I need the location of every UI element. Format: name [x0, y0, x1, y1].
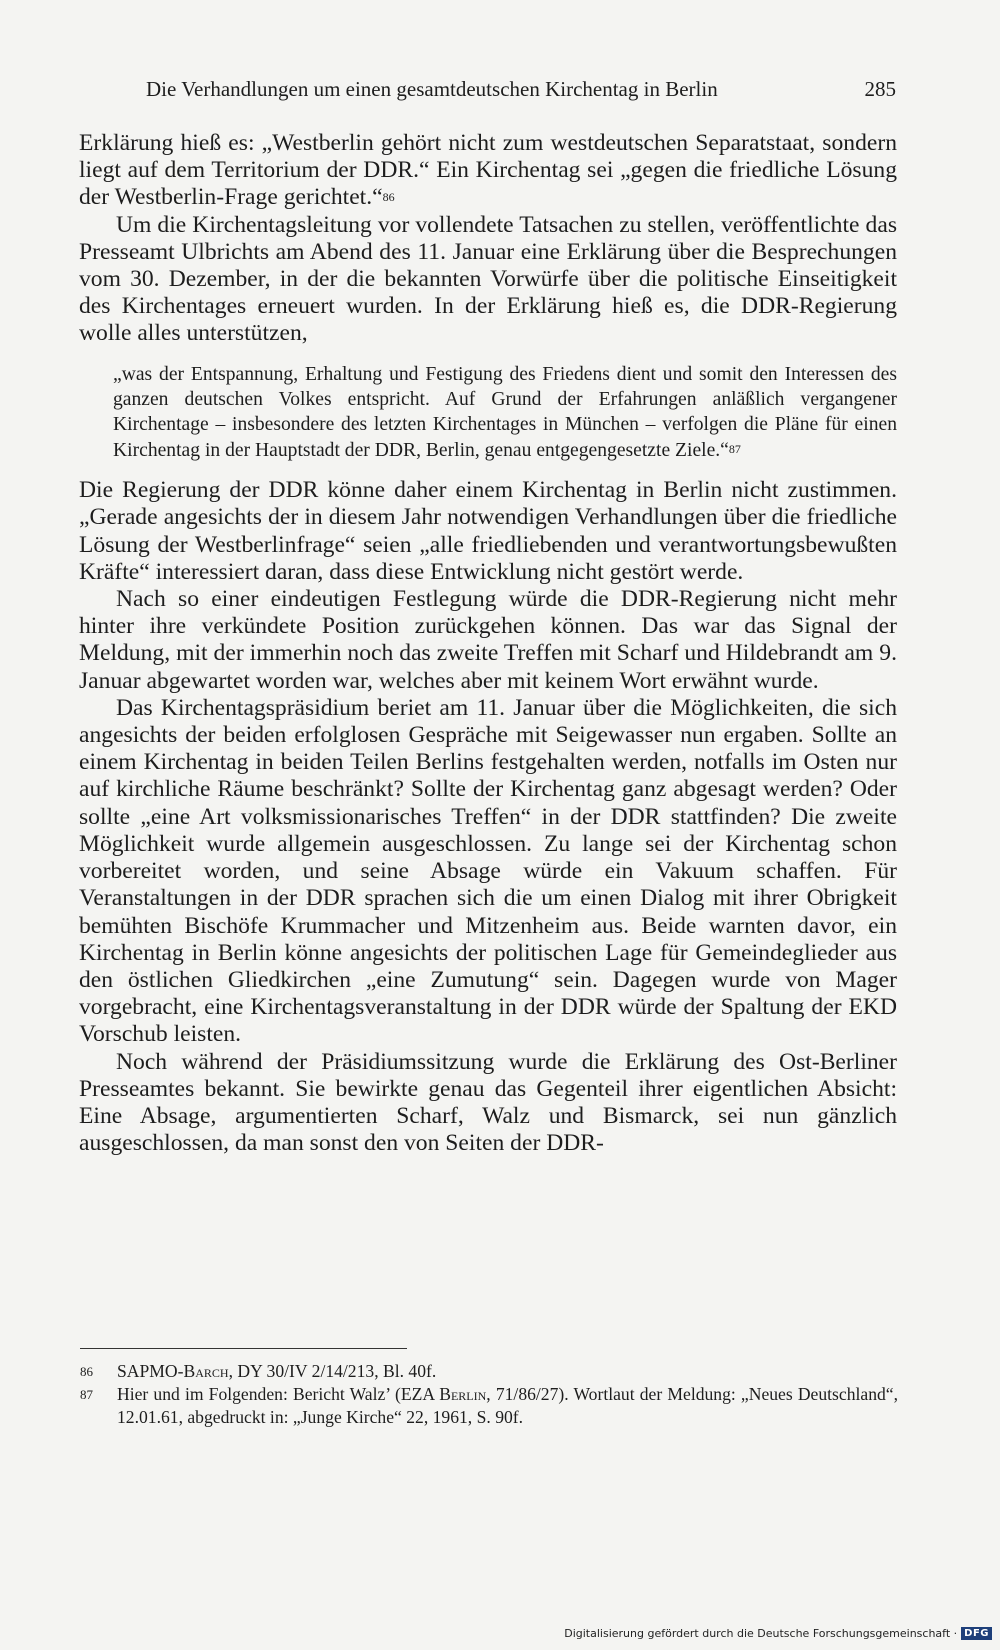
block-quote	[113, 362, 897, 464]
footnote-87	[80, 1383, 898, 1429]
paragraph-1-text: Erklärung hieß es: „Westberlin gehört nicht zum westdeutschen Separatstaat, sondern liegt auf dem Territorium der DDR.“ Ein Kirchentag sei „gegen die friedliche Lösung der Westberlin-Frage gerichtet.“	[79, 130, 897, 211]
footnote-divider	[80, 1348, 407, 1349]
footnote-text-part: , 71/86/27). Wortlaut der Meldung: „Neues Deutschland“, 12.01.61, abgedruckt in: „Junge Kirche“ 22, 1961, S. 90f.	[117, 1384, 898, 1427]
footnote-86	[80, 1360, 898, 1383]
dfg-logo: DFG	[961, 1627, 992, 1640]
main-text	[79, 130, 897, 1157]
running-header	[80, 77, 896, 102]
footnote-smallcaps: erlin	[450, 1384, 487, 1404]
paragraph-6: Noch während der Präsidiumssitzung wurde die Erklärung des Ost-Berliner Presseamtes bekannt. Sie bewirkte genau das Gegenteil ihrer eigentlichen Absicht: Eine Absage, argumentierten Scharf, Walz und Bismarck, sei nun gänzlich ausgeschlossen, da man sonst den von Seiten der DDR-	[79, 1048, 897, 1157]
block-quote-text: „was der Entspannung, Erhaltung und Festigung des Friedens dient und somit den Interessen des ganzen deutschen Volkes entspricht. Auf Grund der Erfahrungen anläßlich vergangener Kirchentage – insbesondere des letzten Kirchentages in München – verfolgen die Pläne für einen Kirchentag in der Hauptstadt der DDR, Berlin, genau entgegengesetzte Ziele.“	[113, 363, 897, 461]
digitization-credit	[564, 1627, 992, 1640]
credit-text: Digitalisierung gefördert durch die Deutsche Forschungsgemeinschaft ·	[564, 1627, 958, 1640]
paragraph-5: Das Kirchentagspräsidium beriet am 11. Januar über die Möglichkeiten, die sich angesichts der beiden erfolglosen Gespräche mit Seigewasser nun ergaben. Sollte an einem Kirchentag in beiden Teilen Berlins festgehalten werden, notfalls im Osten nur auf kirchliche Räume beschränkt? Sollte der Kirchentag ganz abgesagt werden? Oder sollte „eine Art volksmissionarisches Treffen“ in der DDR stattfinden? Die zweite Möglichkeit wurde allgemein ausgeschlossen. Zu lange sei der Kirchentag schon vorbereitet worden, und seine Absage würde ein Vakuum schaffen. Für Veranstaltungen in der DDR sprachen sich die um einen Dialog mit ihrer Obrigkeit bemühten Bischöfe Krummacher und Mitzenheim aus. Beide warnten davor, ein Kirchentag in Berlin könne angesichts der politischen Lage für Gemeindeglieder aus den östlichen Gliedkirchen „eine Zumutung“ sein. Dagegen wurde von Mager vorgebracht, eine Kirchentagsveranstaltung in der DDR würde der Spaltung der EKD Vorschub leisten.	[79, 694, 897, 1048]
footnotes	[80, 1360, 898, 1429]
paragraph-4: Nach so einer eindeutigen Festlegung würde die DDR-Regierung nicht mehr hinter ihre verkündete Position zurückgehen können. Das war das Signal der Meldung, mit der immerhin noch das zweite Treffen mit Scharf und Hildebrandt am 9. Januar abgewartet worden war, welches aber mit keinem Wort erwähnt wurde.	[79, 586, 897, 694]
running-title: Die Verhandlungen um einen gesamtdeutschen Kirchentag in Berlin	[146, 77, 718, 101]
paragraph-1	[79, 130, 897, 212]
footnote-ref-86: 86	[382, 190, 395, 205]
footnote-text-part: SAPMO-B	[117, 1361, 196, 1381]
footnote-text-part: Hier und im Folgenden: Bericht Walz’ (EZA B	[117, 1384, 451, 1404]
paragraph-3: Die Regierung der DDR könne daher einem Kirchentag in Berlin nicht zustimmen. „Gerade angesichts der in diesem Jahr notwendigen Verhandlungen über die friedliche Lösung der Westberlinfrage“ seien „alle friedliebenden und verantwortungsbewußten Kräfte“ interessiert daran, dass diese Entwicklung nicht gestört werde.	[79, 477, 897, 585]
page-number: 285	[864, 77, 896, 101]
footnote-text-part: , DY 30/IV 2/14/213, Bl. 40f.	[228, 1361, 437, 1381]
footnote-text	[117, 1383, 898, 1429]
footnote-number: 87	[80, 1387, 93, 1402]
footnote-ref-87: 87	[728, 441, 741, 456]
footnote-smallcaps: arch	[195, 1361, 229, 1381]
footnote-number: 86	[80, 1364, 93, 1379]
paragraph-2: Um die Kirchentagsleitung vor vollendete Tatsachen zu stellen, veröffentlichte das Presseamt Ulbrichts am Abend des 11. Januar eine Erklärung über die Besprechungen vom 30. Dezember, in der die bekannten Vorwürfe über die politische Einseitigkeit des Kirchentages erneuert wurden. In der Erklärung hieß es, die DDR-Regierung wolle alles unterstützen,	[79, 211, 897, 347]
footnote-text	[117, 1360, 898, 1383]
